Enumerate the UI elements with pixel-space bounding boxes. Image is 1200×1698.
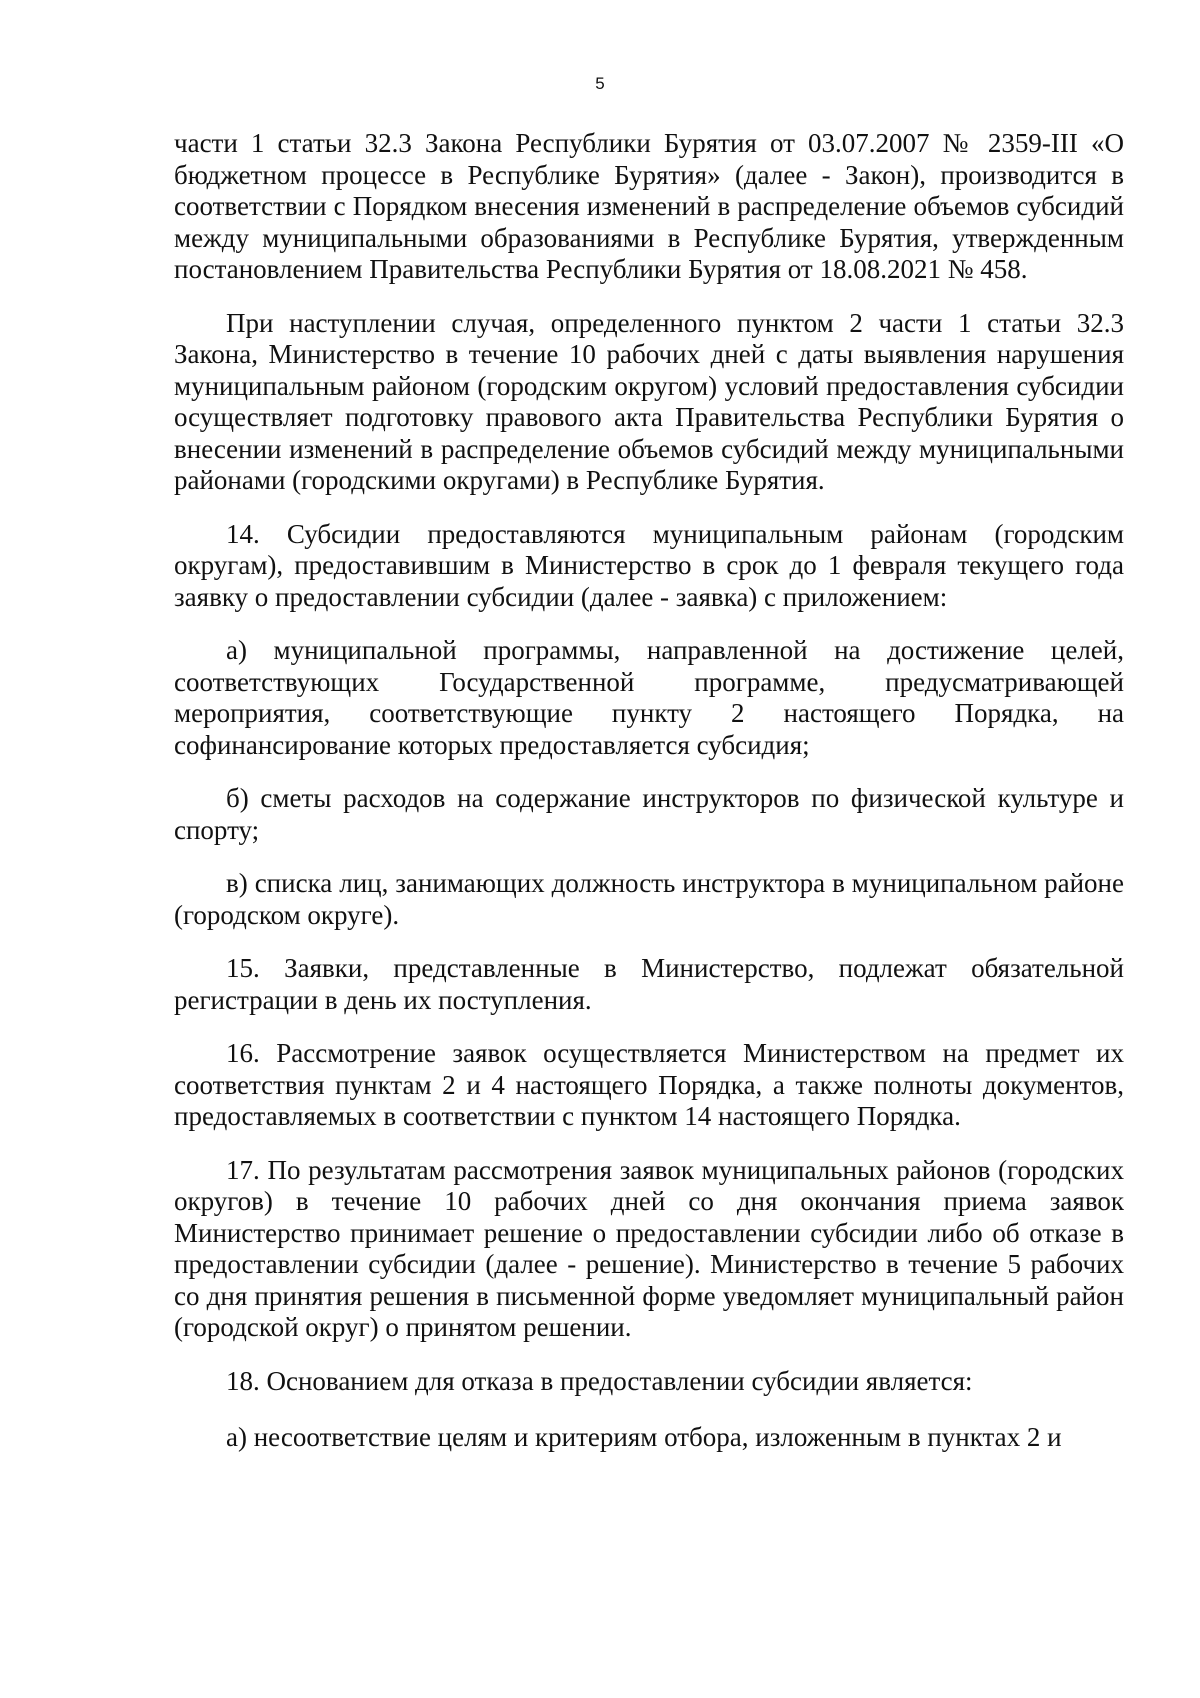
paragraph-14-b: б) сметы расходов на содержание инструкторов по физической культуре и спорту; bbox=[174, 783, 1124, 845]
paragraph-14-v: в) списка лиц, занимающих должность инструктора в муниципальном районе (городском округе). bbox=[174, 868, 1124, 930]
page-number: 5 bbox=[595, 74, 605, 93]
paragraph-14-a: а) муниципальной программы, направленной на достижение целей, соответствующих Государственной программе, предусматривающей мероприятия, соответствующие пункту 2 настоящего Порядка, на софинансирование которых предоставляется субсидия; bbox=[174, 635, 1124, 760]
paragraph-continuation: части 1 статьи 32.3 Закона Республики Бурятия от 03.07.2007 № 2359-III «О бюджетном процессе в Республике Бурятия» (далее - Закон), производится в соответствии с Порядком внесения изменений в распределение объемов субсидий между муниципальными образованиями в Республике Бурятия, утвержденным постановлением Правительства Республики Бурятия от 18.08.2021 № 458. bbox=[174, 128, 1124, 284]
paragraph-17: 17. По результатам рассмотрения заявок муниципальных районов (городских округов) в течение 10 рабочих дней со дня окончания приема заявок Министерство принимает решение о предоставлении субсидии либо об отказе в предоставлении субсидии (далее - решение). Министерство в течение 5 рабочих со дня принятия решения в письменной форме уведомляет муниципальный район (городской округ) о принятом решении. bbox=[174, 1154, 1124, 1342]
paragraph-16: 16. Рассмотрение заявок осуществляется Министерством на предмет их соответствия пунктам 2 и 4 настоящего Порядка, а также полноты документов, предоставляемых в соответствии с пунктом 14 настоящего Порядка. bbox=[174, 1038, 1124, 1131]
paragraph-18-a: а) несоответствие целям и критериям отбора, изложенным в пунктах 2 и bbox=[226, 1422, 1062, 1452]
paragraph-violation-case: При наступлении случая, определенного пунктом 2 части 1 статьи 32.3 Закона, Министерство в течение 10 рабочих дней с даты выявления нарушения муниципальным районом (городским округом) условий предоставления субсидии осуществляет подготовку правового акта Правительства Республики Бурятия о внесении изменений в распределение объемов субсидий между муниципальными районами (городскими округами) в Республике Бурятия. bbox=[174, 307, 1124, 495]
paragraph-15: 15. Заявки, представленные в Министерство, подлежат обязательной регистрации в день их поступления. bbox=[174, 953, 1124, 1015]
document-body bbox=[174, 128, 1124, 1476]
paragraph-18: 18. Основанием для отказа в предоставлении субсидии является: bbox=[226, 1365, 973, 1396]
paragraph-14: 14. Субсидии предоставляются муниципальным районам (городским округам), предоставившим в Министерство в срок до 1 февраля текущего года заявку о предоставлении субсидии (далее - заявка) с приложением: bbox=[174, 518, 1124, 612]
